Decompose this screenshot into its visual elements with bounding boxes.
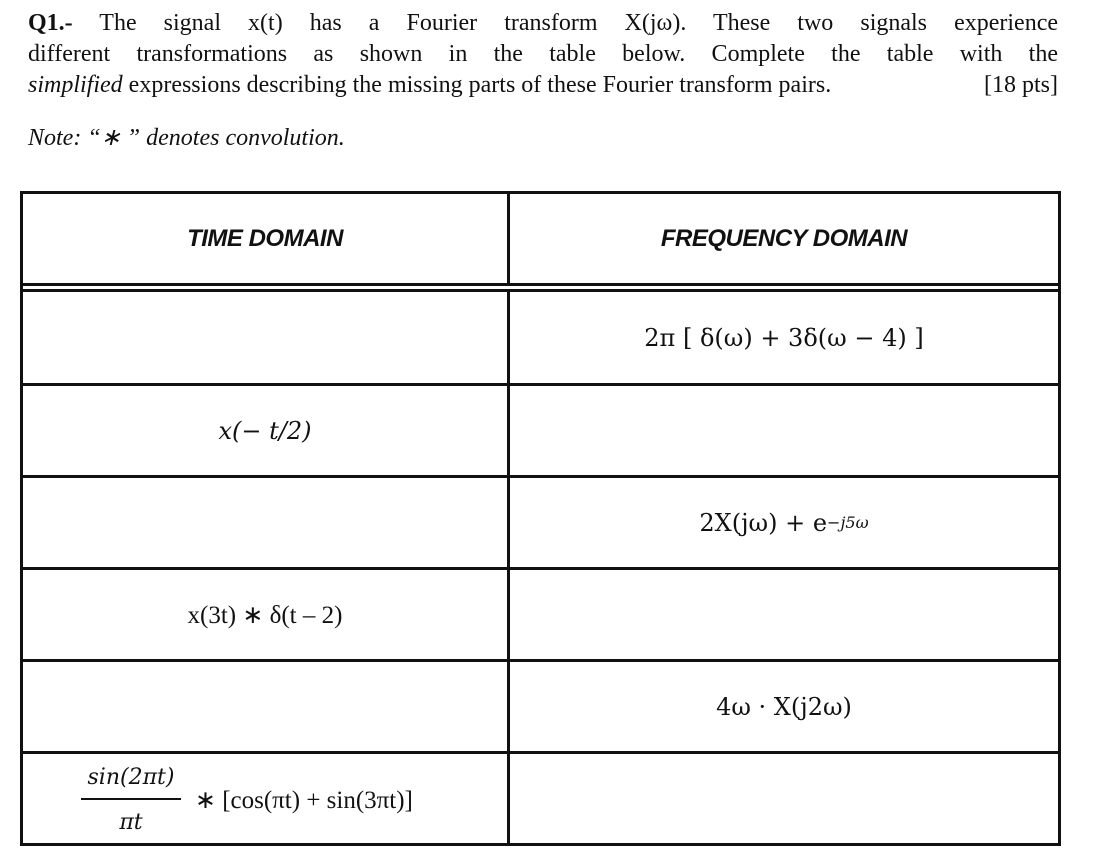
time-cell-1[interactable] [23,292,510,383]
question-line-1: Q1.- The signal x(t) has a Fourier transform X(jω). These two signals experience [28,10,1058,36]
time-cell-2: x(− t/2) [23,386,510,475]
question-line-3: simplified expressions describing the missing parts of these Fourier transform pairs. [18 pts] [28,70,1058,101]
freq-cell-1: 2π [ δ(ω) + 3δ(ω − 4) ] [644,323,924,352]
header-divider [23,283,1058,286]
time-cell-4: x(3t) ∗ δ(t – 2) [23,570,510,659]
table-row [23,386,1058,475]
freq-cell-5: 4ω · X(j2ω) [716,692,852,721]
note: Note: “∗ ” denotes convolution. [28,125,345,151]
freq-cell-3: 2X(jω) + e −j5ω [699,508,869,537]
header-frequency-domain: FREQUENCY DOMAIN [660,224,908,252]
table-row [23,478,1058,567]
table-row [23,662,1058,751]
points-label: [18 pts] [984,72,1058,98]
table-row [23,292,1058,383]
time-cell-6: $\frac{\sin(2\pi t)}{\pi t}$ ∗ [cos(πt) + sin(3πt)] [23,754,510,846]
table-row [23,570,1058,659]
table-header-row [23,194,1058,283]
freq-cell-6[interactable] [510,754,1058,846]
question-text [28,8,1058,101]
table-row [23,754,1058,846]
time-cell-5[interactable] [23,662,510,751]
freq-cell-4[interactable] [510,570,1058,659]
time-cell-3[interactable] [23,478,510,567]
fourier-table [20,191,1061,846]
header-time-domain: TIME DOMAIN [23,194,510,283]
freq-cell-2[interactable] [510,386,1058,475]
question-line-2: different transformations as shown in the table below. Complete the table with the [28,41,1058,67]
fraction: $\frac{\sin(2\pi t)}{\pi t}$ [81,765,181,835]
question-number: Q1.- [28,10,73,36]
